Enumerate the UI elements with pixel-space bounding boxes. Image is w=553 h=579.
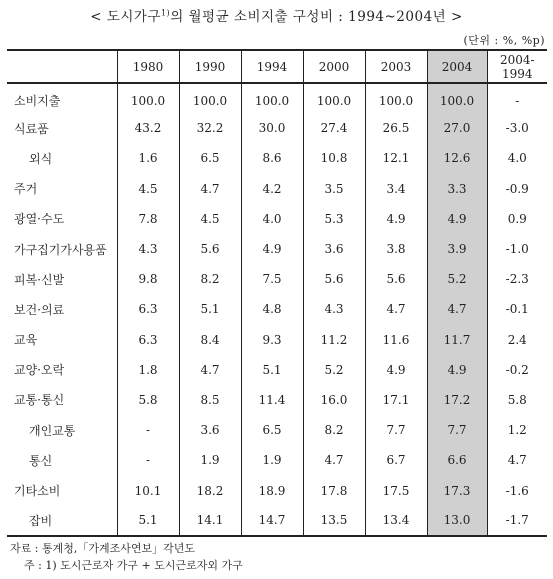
table-cell: 3.6 (179, 415, 241, 445)
table-cell: 27.4 (303, 113, 365, 143)
table-cell: 9.8 (117, 264, 179, 294)
table-cell: 1.6 (117, 143, 179, 173)
header-cell (7, 50, 117, 83)
row-label: 교양·오락 (14, 363, 65, 378)
table-cell: 100.0 (241, 83, 303, 113)
table-row (7, 325, 547, 355)
table-cell: 4.7 (365, 294, 427, 324)
table-cell: -0.1 (487, 294, 547, 324)
row-label: 주거 (14, 182, 38, 197)
table-cell: 100.0 (427, 83, 487, 113)
table-cell: 5.3 (303, 204, 365, 234)
table-cell: 11.2 (303, 325, 365, 355)
table-cell: -1.6 (487, 475, 547, 505)
table-cell: 17.5 (365, 475, 427, 505)
row-label: 소비지출 (14, 94, 61, 109)
table-cell: 1.8 (117, 355, 179, 385)
table-title (0, 5, 553, 25)
table-cell: 5.6 (179, 234, 241, 264)
table-row (7, 445, 547, 475)
table-cell: 5.2 (303, 355, 365, 385)
table-cell: 17.2 (427, 385, 487, 415)
table-cell: 8.6 (241, 143, 303, 173)
table-cell: 8.2 (303, 415, 365, 445)
table-cell: 26.5 (365, 113, 427, 143)
table-cell: 5.1 (117, 506, 179, 536)
table-cell: 3.5 (303, 174, 365, 204)
row-label: 기타소비 (14, 484, 61, 499)
table-cell: 6.5 (179, 143, 241, 173)
table-row (7, 204, 547, 234)
table-cell: 8.4 (179, 325, 241, 355)
table-cell: 8.2 (179, 264, 241, 294)
source-line: 자료 : 통계청,「가계조사연보」각년도 (10, 542, 195, 555)
table-cell: 18.2 (179, 475, 241, 505)
table-cell: 4.8 (241, 294, 303, 324)
table-row (7, 506, 547, 536)
header-cell-highlight: 2004 (427, 50, 487, 83)
table-cell: 4.9 (241, 234, 303, 264)
header-cell: 1980 (117, 50, 179, 83)
table-cell: 2.4 (487, 325, 547, 355)
title-rest: 의 월평균 소비지출 구성비 : 1994~2004년 > (170, 9, 463, 25)
row-label: 잡비 (7, 506, 117, 536)
table-cell: 3.8 (365, 234, 427, 264)
table-cell: 11.4 (241, 385, 303, 415)
table-cell: 10.1 (117, 475, 179, 505)
table-cell: 17.3 (427, 475, 487, 505)
table-cell: 5.6 (303, 264, 365, 294)
table-cell: 3.9 (427, 234, 487, 264)
table-cell: 5.8 (487, 385, 547, 415)
table-cell: 32.2 (179, 113, 241, 143)
header-cell: 1994 (241, 50, 303, 83)
table-cell: 4.9 (365, 355, 427, 385)
expenditure-table (7, 49, 547, 537)
table-cell: 3.4 (365, 174, 427, 204)
table-row (7, 83, 547, 113)
table-cell: 7.8 (117, 204, 179, 234)
table-cell: 18.9 (241, 475, 303, 505)
table-cell: 100.0 (365, 83, 427, 113)
table-cell: -0.9 (487, 174, 547, 204)
table-cell: 6.6 (427, 445, 487, 475)
table-cell: 5.1 (241, 355, 303, 385)
table-cell: 6.5 (241, 415, 303, 445)
table-cell: 4.7 (427, 294, 487, 324)
header-cell: 2000 (303, 50, 365, 83)
table-cell: -0.2 (487, 355, 547, 385)
table-row (7, 294, 547, 324)
table-cell: 16.0 (303, 385, 365, 415)
table-cell: 6.3 (117, 294, 179, 324)
table-cell: -1.0 (487, 234, 547, 264)
table-cell: 7.7 (427, 415, 487, 445)
table-cell: 4.7 (179, 174, 241, 204)
table-cell: 4.2 (241, 174, 303, 204)
table-cell: 12.6 (427, 143, 487, 173)
table-cell: 4.9 (427, 204, 487, 234)
table-cell: 100.0 (303, 83, 365, 113)
row-label: 개인교통 (29, 423, 76, 438)
table-cell: 10.8 (303, 143, 365, 173)
row-label: 광열·수도 (14, 212, 65, 227)
table-cell: 4.7 (179, 355, 241, 385)
table-cell: 100.0 (179, 83, 241, 113)
table-row (7, 475, 547, 505)
table-cell: -2.3 (487, 264, 547, 294)
table-cell: 17.8 (303, 475, 365, 505)
row-label: 교통·통신 (14, 393, 65, 408)
table-row (7, 143, 547, 173)
table-cell: 4.7 (303, 445, 365, 475)
title-main: < 도시가구 (90, 9, 161, 25)
table-cell: 30.0 (241, 113, 303, 143)
table-cell: 3.3 (427, 174, 487, 204)
title-footnote-mark: 1) (160, 8, 171, 18)
table-cell: - (117, 445, 179, 475)
table-cell: 12.1 (365, 143, 427, 173)
table-cell: 1.9 (241, 445, 303, 475)
header-cell: 2003 (365, 50, 427, 83)
table-row (7, 415, 547, 445)
table-cell: 13.5 (303, 506, 365, 536)
table-cell: 4.9 (365, 204, 427, 234)
table-cell: 5.6 (365, 264, 427, 294)
table-cell: 4.3 (303, 294, 365, 324)
table-cell: 5.2 (427, 264, 487, 294)
table-cell: 13.4 (365, 506, 427, 536)
table-cell: 4.3 (117, 234, 179, 264)
table-cell: 6.7 (365, 445, 427, 475)
table-cell: 17.1 (365, 385, 427, 415)
table-cell: - (487, 83, 547, 113)
table-cell: 5.8 (117, 385, 179, 415)
header-cell: 2004-1994 (487, 50, 547, 83)
table-cell: 4.5 (117, 174, 179, 204)
table-cell: 4.9 (427, 355, 487, 385)
table-cell: 1.9 (179, 445, 241, 475)
table-row (7, 174, 547, 204)
row-label: 피복·신발 (14, 272, 65, 287)
table-row (7, 113, 547, 143)
row-label: 가구집기가사용품 (14, 242, 107, 257)
table-cell: 3.6 (303, 234, 365, 264)
table-cell: 13.0 (427, 506, 487, 536)
header-row (7, 50, 547, 83)
row-label: 식료품 (14, 121, 49, 136)
table-cell: 11.6 (365, 325, 427, 355)
table-cell: 11.7 (427, 325, 487, 355)
table-cell: 1.2 (487, 415, 547, 445)
table-cell: 9.3 (241, 325, 303, 355)
table-row (7, 264, 547, 294)
header-cell: 1990 (179, 50, 241, 83)
table-cell: 8.5 (179, 385, 241, 415)
table-cell: 0.9 (487, 204, 547, 234)
table-cell: 43.2 (117, 113, 179, 143)
table-cell: 4.0 (487, 143, 547, 173)
table-cell: 7.7 (365, 415, 427, 445)
table-cell: 4.0 (241, 204, 303, 234)
table-row (7, 355, 547, 385)
table-cell: 7.5 (241, 264, 303, 294)
table-row (7, 385, 547, 415)
table-cell: -1.7 (487, 506, 547, 536)
table-cell: 100.0 (117, 83, 179, 113)
table-cell: 4.7 (487, 445, 547, 475)
source-notes (10, 540, 243, 574)
table-cell: 4.5 (179, 204, 241, 234)
footnote-line: 주 : 1) 도시근로자 가구 + 도시근로자외 가구 (24, 559, 243, 572)
table-row (7, 234, 547, 264)
table-cell: -3.0 (487, 113, 547, 143)
row-label: 보건·의료 (14, 302, 65, 317)
table-cell: 5.1 (179, 294, 241, 324)
unit-label: (단위 : %, %p) (463, 34, 545, 47)
table-cell: 14.7 (241, 506, 303, 536)
row-label: 교육 (14, 333, 38, 348)
table-cell: 6.3 (117, 325, 179, 355)
table-cell: - (117, 415, 179, 445)
table-cell: 27.0 (427, 113, 487, 143)
row-label: 외식 (29, 151, 53, 166)
table-cell: 14.1 (179, 506, 241, 536)
row-label: 통신 (29, 453, 53, 468)
